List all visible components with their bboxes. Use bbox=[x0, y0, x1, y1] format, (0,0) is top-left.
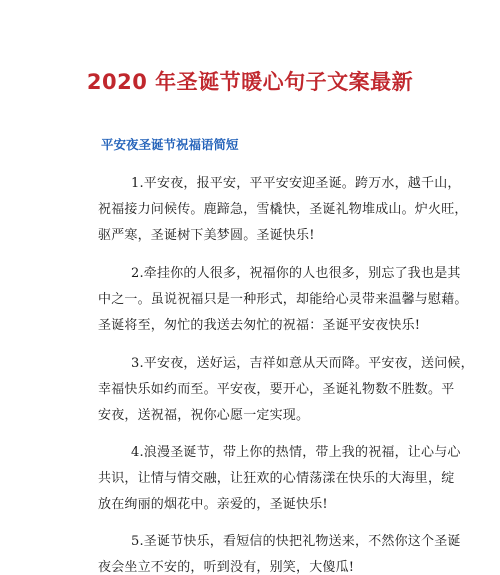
paragraph-1-line-1: 1.平安夜，报平安，平平安安迎圣诞。跨万水，越千山， bbox=[131, 176, 461, 191]
paragraph-2-line-3: 圣诞将至，匆忙的我送去匆忙的祝福：圣诞平安夜快乐! bbox=[98, 318, 421, 333]
paragraph-3-line-1: 3.平安夜，送好运，吉祥如意从天而降。平安夜，送问候， bbox=[131, 356, 474, 371]
paragraph-5-line-2: 夜会坐立不安的，听到没有，别笑，大傻瓜! bbox=[98, 560, 355, 575]
page-title: 2020 年圣诞节暖心句子文案最新 bbox=[86, 70, 414, 94]
paragraph-2-line-2: 中之一。虽说祝福只是一种形式，却能给心灵带来温馨与慰藉。 bbox=[98, 292, 468, 307]
paragraph-4-line-1: 4.浪漫圣诞节，带上你的热情，带上我的祝福，让心与心 bbox=[131, 445, 461, 460]
section-subtitle: 平安夜圣诞节祝福语简短 bbox=[101, 137, 239, 152]
paragraph-2-line-1: 2.牵挂你的人很多，祝福你的人也很多，别忘了我也是其 bbox=[131, 266, 461, 281]
paragraph-4-line-3: 放在绚丽的烟花中。亲爱的，圣诞快乐! bbox=[98, 497, 328, 512]
paragraph-1-line-3: 驱严寒，圣诞树下美梦圆。圣诞快乐! bbox=[98, 228, 315, 243]
paragraph-1-line-2: 祝福接力问候传。鹿蹄急，雪橇快，圣诞礼物堆成山。炉火旺， bbox=[98, 202, 468, 217]
paragraph-4-line-2: 共识，让情与情交融，让狂欢的心情荡漾在快乐的大海里，绽 bbox=[98, 471, 455, 486]
paragraph-3-line-2: 幸福快乐如约而至。平安夜，要开心，圣诞礼物数不胜数。平 bbox=[98, 382, 455, 397]
paragraph-5-line-1: 5.圣诞节快乐，看短信的快把礼物送来，不然你这个圣诞 bbox=[131, 534, 461, 549]
paragraph-3-line-3: 安夜，送祝福，祝你心愿一定实现。 bbox=[98, 408, 310, 423]
